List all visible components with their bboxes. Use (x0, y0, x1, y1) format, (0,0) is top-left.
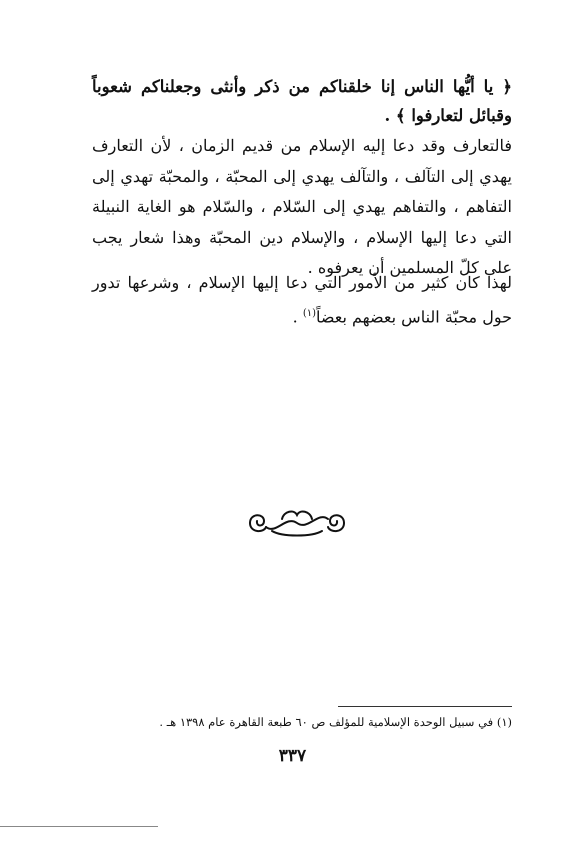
paragraph-2-end: . (292, 306, 303, 326)
decorative-flourish-icon (242, 505, 352, 541)
paragraph-1: فالتعارف وقد دعا إليه الإسلام من قديم الزمان ، لأن التعارف يهدي إلى التآلف ، والتآلف يهدي إلى المحبّة ، والمحبّة تهدي إلى التفاهم ، والتفاهم يهدي إلى السّلام ، والسّلام هو الغاية النبيلة التي دعا إليها الإسلام ، والإسلام دين المحبّة وهذا شعار يجب على كلّ المسلمين أن يعرفوه . (92, 136, 512, 277)
footnote-reference: (١) (302, 307, 317, 319)
page-number: ٣٣٧ (278, 746, 307, 766)
paragraph-2 (92, 268, 512, 332)
scan-edge-line (0, 826, 158, 827)
footnote: (١) في سبيل الوحدة الإسلامية للمؤلف ص ٦٠ طبعة القاهرة عام ١٣٩٨ هـ . (159, 715, 512, 729)
footnote-separator (338, 706, 512, 707)
paragraph-2-text: لهذا كان كثير من الأمور التي دعا إليها الإسلام ، وشرعها تدور حول محبّة الناس بعضهم بعضاً (92, 273, 512, 326)
quran-verse: ﴿ يا أيُّها الناس إنا خلقناكم من ذكر وأنثى وجعلناكم شعوباً وقبائل لتعارفوا ﴾ . (92, 77, 512, 125)
